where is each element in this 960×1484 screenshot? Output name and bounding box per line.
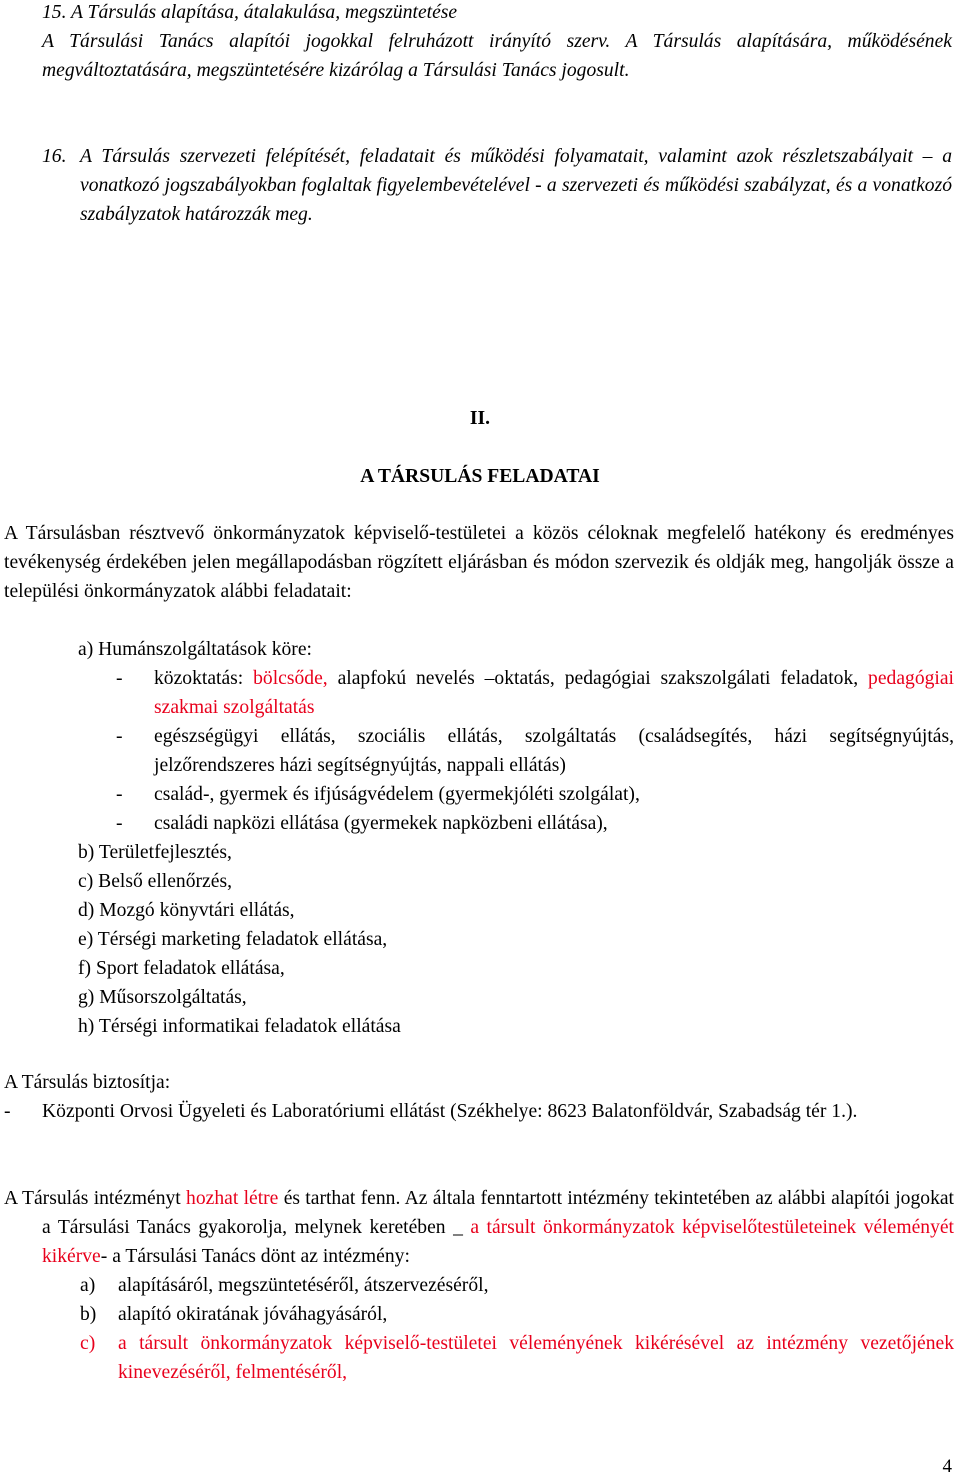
task-a-label: a) Humánszolgáltatások köre: [78, 639, 312, 660]
task-b: b) Területfejlesztés, [78, 842, 232, 863]
section-15 [42, 0, 952, 85]
provides-item: - Központi Orvosi Ügyeleti és Laboratóriumi ellátást (Székhelye: 8623 Balatonföldvár, Szabadság tér 1.). [4, 1097, 954, 1126]
task-a-item-3: - család-, gyermek és ifjúságvédelem (gyermekjóléti szolgálat), [116, 780, 954, 809]
bullet-dash: - [116, 784, 123, 805]
chapter-title: A TÁRSULÁS FELADATAI [360, 466, 600, 487]
highlight-text: bölcsőde, [253, 668, 328, 689]
task-a-item-4: - családi napközi ellátása (gyermekek napközbeni ellátása), [116, 809, 954, 838]
provides-label: A Társulás biztosítja: [4, 1072, 171, 1093]
institution-item-c: c) a társult önkormányzatok képviselő-testületei véleményének kikérésével az intézmény vezetőjének kinevezéséről, felmentéséről, [80, 1333, 954, 1383]
task-f: f) Sport feladatok ellátása, [78, 958, 285, 979]
intro-paragraph: A Társulásban résztvevő önkormányzatok képviselő-testületei a közös céloknak megfelelő hatékony és eredményes tevékenység érdekében jelen megállapodásban rögzített eljárásban és módon szervezik és oldják meg, hangolják össze a települési önkormányzatok alábbi feladatait: [4, 523, 954, 602]
section-15-heading: 15. A Társulás alapítása, átalakulása, megszüntetése [42, 2, 458, 23]
highlight-text: hozhat létre [186, 1188, 279, 1209]
section-15-body: A Társulási Tanács alapítói jogokkal felruházott irányító szerv. A Társulás alapítására, működésének megváltoztatására, megszüntetésére kizárólag a Társulási Tanács jogosult. [42, 31, 952, 81]
bullet-dash: - [116, 668, 123, 689]
chapter-roman: II. [469, 408, 491, 429]
highlight-text: a társult önkormányzatok képviselőtestületeinek véleményét kikérve [42, 1217, 955, 1267]
task-e: e) Térségi marketing feladatok ellátása, [78, 929, 388, 950]
institution-item-b: b) alapító okiratának jóváhagyásáról, [80, 1304, 388, 1325]
bullet-dash: - [4, 1101, 11, 1122]
institution-paragraph: A Társulás intézményt hozhat létre és tarthat fenn. Az általa fenntartott intézmény tekintetében az alábbi alapítói jogokat a Társulási Tanács gyakorolja, melynek keretében _ a társult önkormányzatok képviselőtestületeinek véleményét kikérve- a Társulási Tanács dönt az intézmény: a) alapításáról, megszüntetéséről, átszervezéséről, b) alapító okiratának jóváhagyásáról, c) a társult önkormányzatok képviselő-testületei véleményének kikérésével az intézmény vezetőjének kinevezéséről, felmentéséről, [4, 1184, 954, 1387]
highlight-text: pedagógiai szakmai szolgáltatás [154, 668, 954, 718]
provides-section [4, 1068, 954, 1126]
task-a-item-2: - egészségügyi ellátás, szociális ellátás, szolgáltatás (családsegítés, házi segítségnyújtás, jelzőrendszeres házi segítségnyújtás, nappali ellátás) [116, 722, 954, 780]
task-c: c) Belső ellenőrzés, [78, 871, 232, 892]
institution-item-a: a) alapításáról, megszüntetéséről, átszervezéséről, [80, 1275, 489, 1296]
section-16 [42, 142, 952, 229]
page-number: 4 [942, 1456, 952, 1477]
task-h: h) Térségi informatikai feladatok ellátása [78, 1016, 401, 1037]
task-g: g) Műsorszolgáltatás, [78, 987, 247, 1008]
bullet-dash: - [116, 813, 123, 834]
section-16-body: A Társulás szervezeti felépítését, feladatait és működési folyamatait, valamint azok részletszabályait – a vonatkozó jogszabályokban foglaltak figyelembevételével - a szervezeti és működési szabályzat, és a vonatkozó szabályzatok határozzák meg. [80, 146, 952, 225]
section-16-number: 16. [42, 146, 67, 167]
bullet-dash: - [116, 726, 123, 747]
task-list [78, 635, 954, 1041]
task-d: d) Mozgó könyvtári ellátás, [78, 900, 295, 921]
task-a-item-1: - közoktatás: bölcsőde, alapfokú nevelés –oktatás, pedagógiai szakszolgálati feladatok, pedagógiai szakmai szolgáltatás [116, 664, 954, 722]
